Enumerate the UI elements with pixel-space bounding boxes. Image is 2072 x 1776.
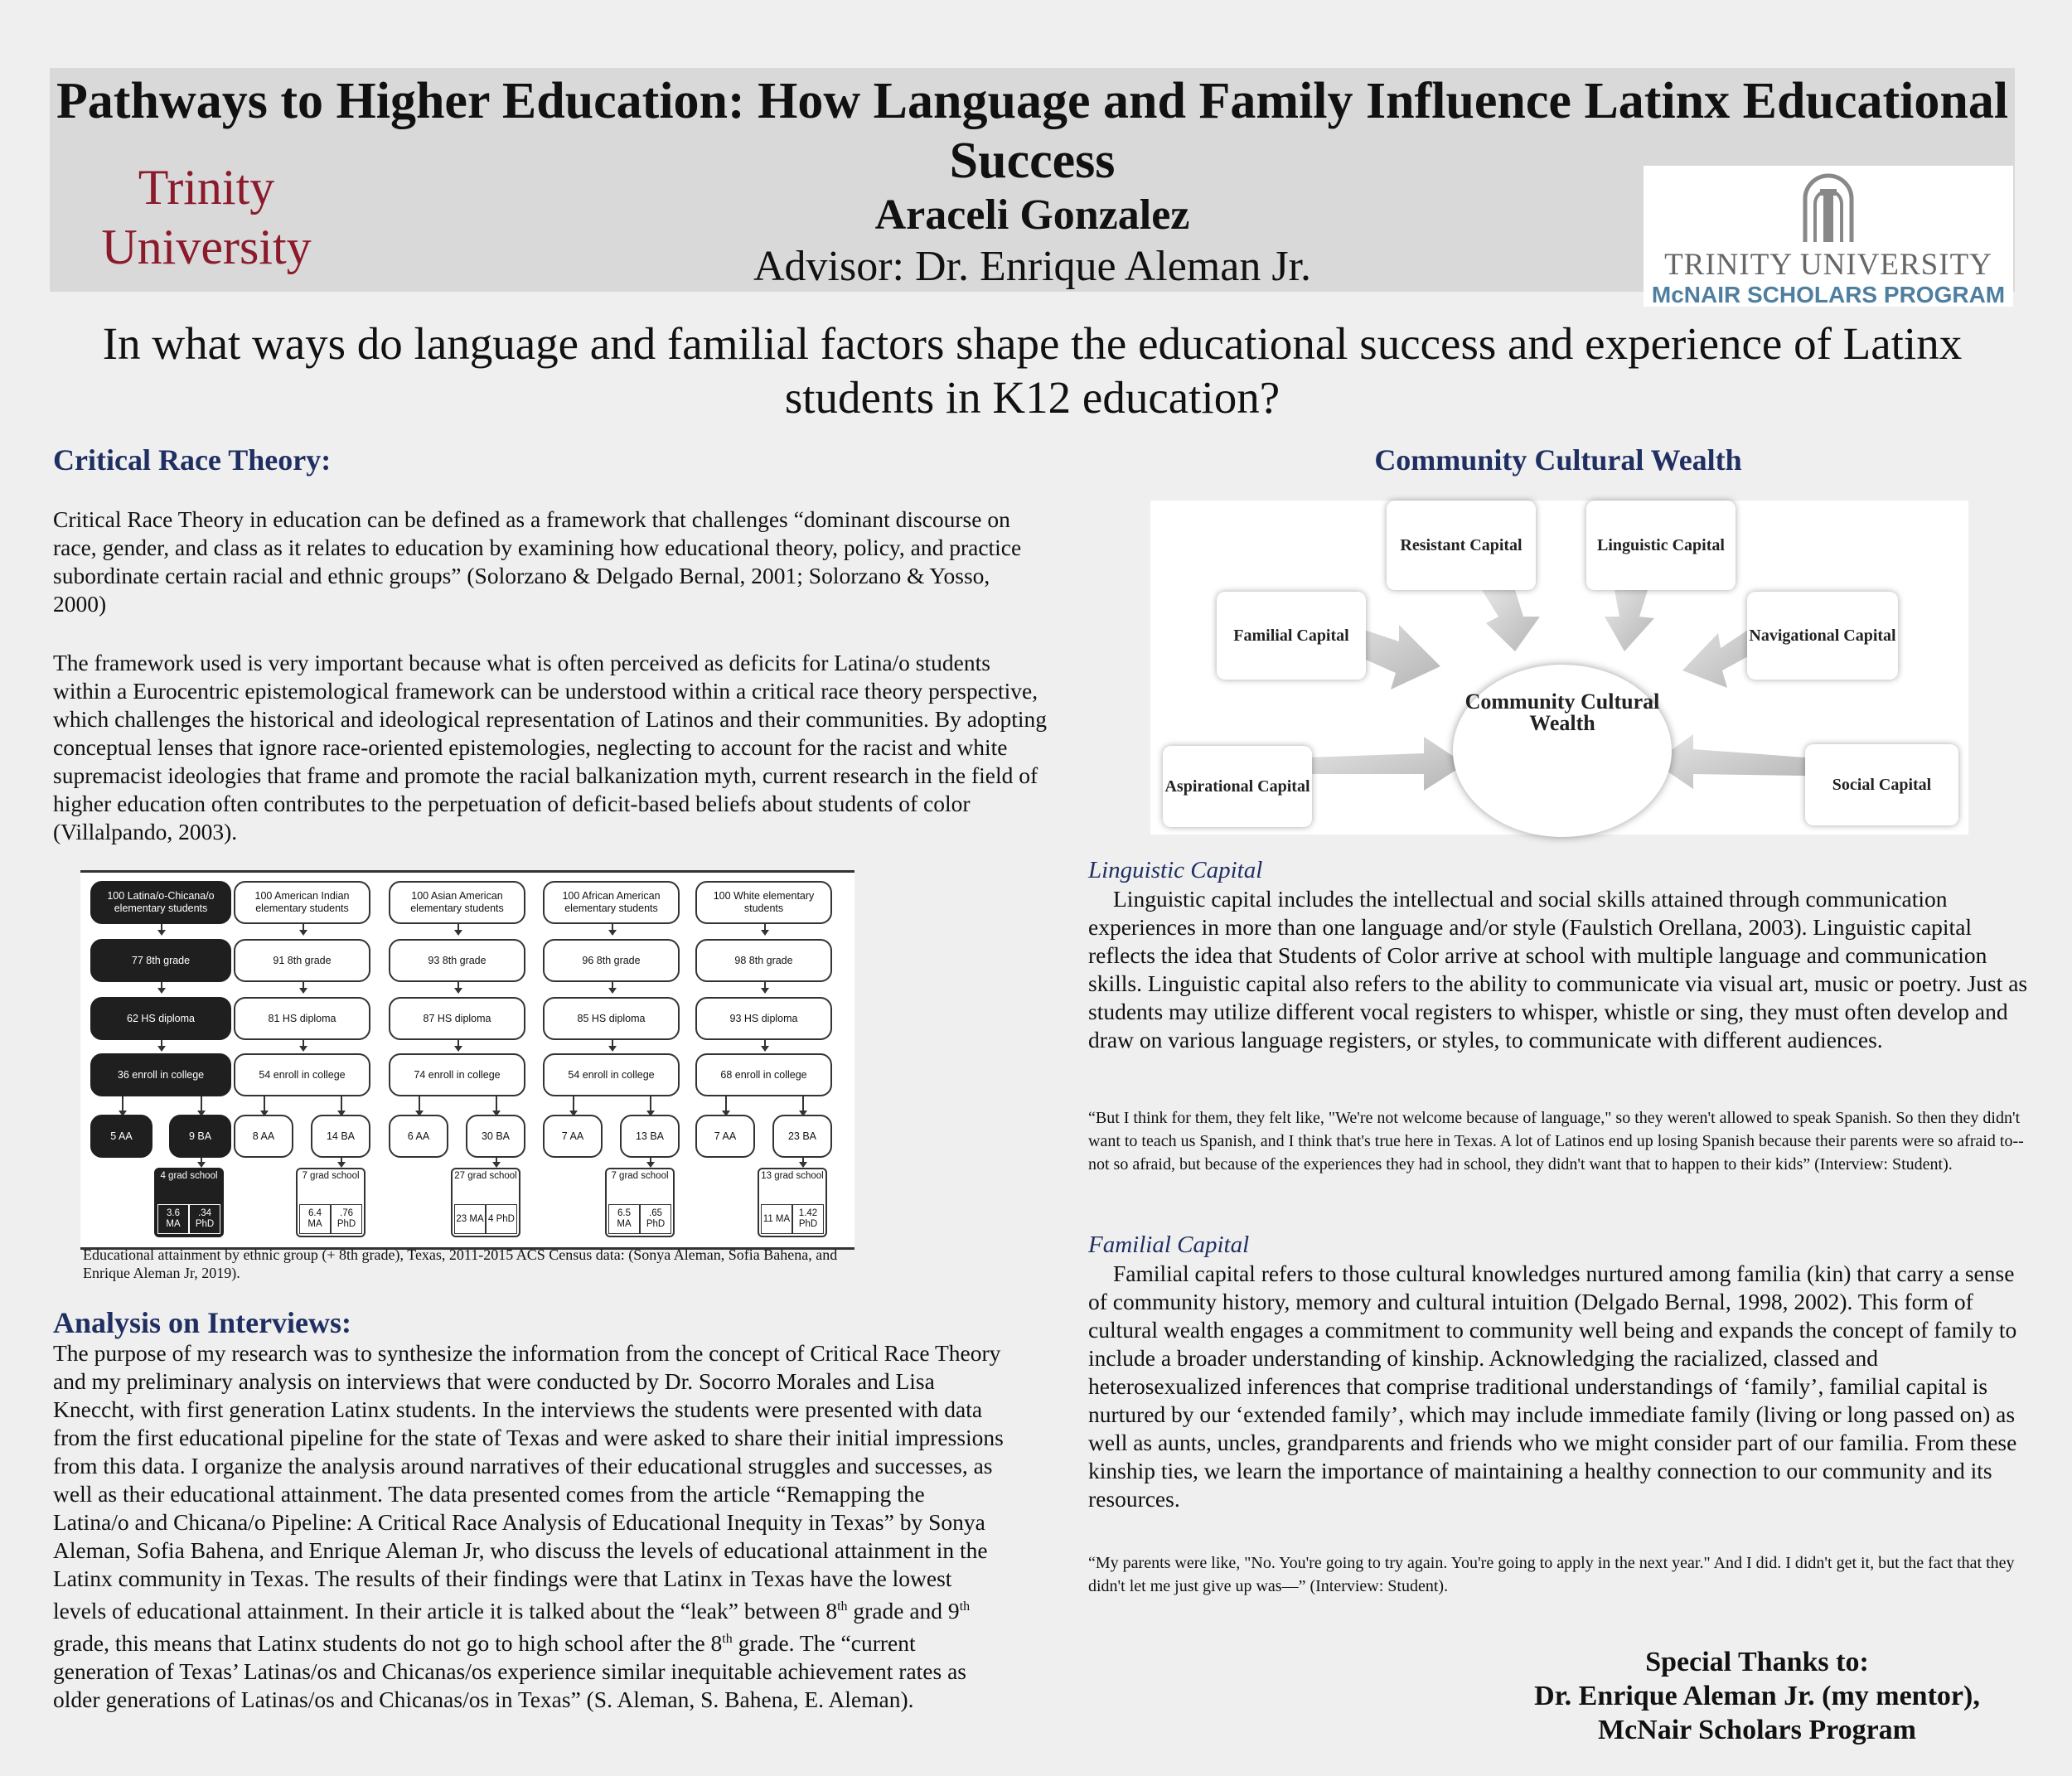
superscript-th: th — [722, 1632, 733, 1647]
crt-paragraph-1: Critical Race Theory in education can be defined as a framework that challenges “dominant discourse on race, gender, and class as it relates to education by examining how educational theory, policy, and practice subordinate certain racial and ethnic groups” (Solorzano & Delgado Bernal, 2001; Solorzano & Yosso, 2000) — [53, 506, 1022, 617]
pipeline-aa-box: 5 AA — [90, 1115, 152, 1158]
analysis-text-part-4: grade. The “current generation of Texas’ Latinas/os and Chicanas/os experience similar inequitable achievement rates as older generations of Latinas/os and Chicanas/os in Texas” (S. Aleman, S. Bahena, E. Aleman). — [53, 1630, 966, 1713]
familial-capital-box: Familial Capital — [1217, 592, 1366, 680]
pipeline-arrow — [496, 1096, 497, 1111]
superscript-th: th — [837, 1599, 848, 1614]
pipeline-arrow — [612, 924, 613, 931]
pipeline-phd-cell: .65 PhD — [640, 1204, 671, 1234]
pipeline-start-box: 100 American Indian elementary students — [234, 881, 370, 924]
pipeline-aa-box: 7 AA — [543, 1115, 603, 1158]
pipeline-8th-grade-box: 91 8th grade — [234, 939, 370, 982]
pipeline-hs-diploma-box: 85 HS diploma — [543, 997, 680, 1040]
pipeline-ma-cell: 23 MA — [454, 1204, 486, 1234]
pipeline-grad-school-box: 7 grad school — [296, 1168, 366, 1237]
pipeline-arrow — [303, 924, 304, 931]
aspirational-capital-box: Aspirational Capital — [1163, 746, 1312, 827]
pipeline-arrow — [303, 982, 304, 989]
navigational-capital-box: Navigational Capital — [1747, 592, 1898, 680]
analysis-text-part-2: grade and 9 — [847, 1598, 960, 1624]
pipeline-8th-grade-box: 96 8th grade — [543, 939, 680, 982]
pipeline-arrow — [341, 1158, 342, 1163]
pipeline-arrow — [650, 1096, 651, 1111]
pipeline-arrow — [264, 1096, 265, 1111]
pipeline-arrow — [573, 1096, 574, 1111]
pipeline-arrow — [201, 1158, 202, 1163]
pipeline-arrow — [802, 1158, 804, 1163]
thanks-line-1: Special Thanks to: — [1645, 1647, 1869, 1677]
pipeline-arrow — [303, 1040, 304, 1047]
pipeline-grad-school-box: 4 grad school — [154, 1168, 224, 1237]
logo-program-text: McNAIR SCHOLARS PROGRAM — [1651, 282, 2006, 307]
ccw-heading: Community Cultural Wealth — [1374, 443, 1742, 477]
superscript-th: th — [959, 1599, 971, 1614]
arrow-linguistic-icon — [1605, 590, 1654, 651]
pipeline-college-box: 74 enroll in college — [389, 1053, 525, 1096]
pipeline-hs-diploma-box: 93 HS diploma — [695, 997, 832, 1040]
pipeline-aa-box: 8 AA — [234, 1115, 293, 1158]
pipeline-start-box: 100 Latina/o-Chicana/o elementary students — [90, 881, 231, 924]
pipeline-hs-diploma-box: 81 HS diploma — [234, 997, 370, 1040]
pipeline-phd-cell: 1.42 PhD — [792, 1204, 824, 1234]
tower-emblem-icon — [1797, 169, 1860, 245]
pipeline-phd-cell: .34 PhD — [189, 1204, 220, 1234]
pipeline-ma-cell: 6.5 MA — [608, 1204, 640, 1234]
pipeline-arrow — [650, 1158, 651, 1163]
pipeline-arrow — [341, 1096, 342, 1111]
arrow-resistant-icon — [1482, 590, 1540, 651]
linguistic-capital-paragraph: Linguistic capital includes the intellectual and social skills attained through communication experiences in more than one language and/or style (Faulstich Orellana, 2003). Linguistic capital reflects the idea that Students of Color arrive at school with multiple language and communication skills. Linguistic capital also refers to the ability to communicate via visual art, music or poetry. Just as students may utilize different vocal registers to whisper, whistle or sing, they must often develop and draw on various language registers, or styles, to communicate with different audiences. — [1088, 886, 2028, 1053]
pipeline-arrow — [612, 1040, 613, 1047]
pipeline-arrow — [496, 1158, 497, 1163]
familial-capital-paragraph: Familial capital refers to those cultural knowledges nurtured among familia (kin) that carry a sense of community history, memory and cultural intuition (Delgado Bernal, 1998, 2002). This form of cultural wealth engages a commitment to community well being and expands the concept of family to include a broader understanding of kinship. Acknowledging the racialized, classed and heterosexualized inferences that comprise traditional understandings of ‘family’, familial capital is nurtured by our ‘extended family’, which may include immediate family (living or long passed on) as well as aunts, uncles, grandparents and friends who we might consider part of our familia. From these kinship ties, we learn the importance of maintaining a healthy connection to our community and its resources. — [1088, 1261, 2017, 1512]
pipeline-caption: Educational attainment by ethnic group (+ 8th grade), Texas, 2011-2015 ACS Census data: (Sonya Aleman, Sofia Bahena, and Enrique Aleman Jr, 2019). — [83, 1246, 838, 1281]
social-capital-box: Social Capital — [1805, 744, 1958, 825]
pipeline-grad-school-box: 13 grad school — [758, 1168, 827, 1237]
analysis-text-part-1: The purpose of my research was to synthesize the information from the concept of Critical Race Theory and my preliminary analysis on interviews that were conducted by Dr. Socorro Morales and Lisa Kneccht, with first generation Latinx students. In the interviews the students were presented with data from the first educational pipeline for the state of Texas and were asked to share their initial impressions from this data. I organize the analysis around narratives of their educational struggles and successes, as well as their educational attainment. The data presented comes from the article “Remapping the Latina/o and Chicana/o Pipeline: A Critical Race Analysis of Educational Inequity in Texas” by Sonya Aleman, Sofia Bahena, and Enrique Aleman Jr, who discuss the levels of educational attainment in the Latinx community in Texas. The results of their findings were that Latinx in Texas have the lowest levels of educational attainment. In their article it is talked about the “leak” between 8 — [53, 1340, 1004, 1624]
pipeline-arrow — [161, 982, 162, 989]
crt-heading: Critical Race Theory: — [53, 443, 332, 477]
linguistic-capital-box: Linguistic Capital — [1586, 501, 1736, 590]
pipeline-arrow — [725, 1096, 727, 1111]
pipeline-college-box: 68 enroll in college — [695, 1053, 832, 1096]
pipeline-arrow — [612, 982, 613, 989]
pipeline-arrow — [457, 924, 459, 931]
advisor-name: Advisor: Dr. Enrique Aleman Jr. — [753, 243, 1312, 290]
special-thanks — [1517, 1645, 1997, 1747]
crt-paragraph-2: The framework used is very important because what is often perceived as deficits for Latina/o students within a Eurocentric epistemological framework can be understood within a critical race theory perspective, which challenges the historical and ideological representation of Latinos and their communities. By adopting conceptual lenses that ignore race-oriented epistemologies, neglecting to account for the racist and white supremacist ideologies that frame and promote the racial balkanization myth, current research in the field of higher education often contributes to the perpetuation of deficit-based beliefs about students of color (Villalpando, 2003). — [53, 650, 1047, 844]
pipeline-ba-box: 23 BA — [772, 1115, 832, 1158]
pipeline-ba-box: 14 BA — [311, 1115, 370, 1158]
pipeline-start-box: 100 White elementary students — [695, 881, 832, 924]
pipeline-ma-cell: 3.6 MA — [157, 1204, 189, 1234]
pipeline-ma-cell: 6.4 MA — [299, 1204, 331, 1234]
author-name: Araceli Gonzalez — [874, 191, 1190, 239]
pipeline-hs-diploma-box: 87 HS diploma — [389, 997, 525, 1040]
logo-university-text: TRINITY UNIVERSITY — [1664, 248, 1992, 282]
pipeline-college-box: 36 enroll in college — [90, 1053, 231, 1096]
trinity-university-wordmark: Trinity University — [101, 160, 312, 274]
pipeline-ba-box: 30 BA — [466, 1115, 525, 1158]
research-question: In what ways do language and familial factors shape the educational success and experience of Latinx students in K12 education? — [102, 318, 1963, 423]
pipeline-arrow — [802, 1096, 804, 1111]
familial-capital-quote: “My parents were like, "No. You're going to try again. You're going to apply in the next year." And I did. I didn't get it, but the fact that they didn't let me just give up was—” (Interview: Student). — [1088, 1554, 2015, 1595]
pipeline-ba-box: 9 BA — [169, 1115, 231, 1158]
pipeline-aa-box: 6 AA — [389, 1115, 448, 1158]
pipeline-phd-cell: 4 PhD — [486, 1204, 517, 1234]
pipeline-grad-school-box: 7 grad school — [605, 1168, 675, 1237]
linguistic-capital-quote: “But I think for them, they felt like, "We're not welcome because of language," so they weren't allowed to speak Spanish. So then they didn't want to teach us Spanish, and I think that's true here in Texas. A lot of Latinos end up losing Spanish because their parents were so afraid to-- not so afraid, but because of the experiences they had in school, they didn't want that to happen to their kids” (Interview: Student). — [1088, 1109, 2024, 1174]
pipeline-8th-grade-box: 93 8th grade — [389, 939, 525, 982]
thanks-line-2: Dr. Enrique Aleman Jr. (my mentor), — [1534, 1681, 1980, 1711]
analysis-heading: Analysis on Interviews: — [53, 1306, 352, 1339]
pipeline-8th-grade-box: 77 8th grade — [90, 939, 231, 982]
pipeline-aa-box: 7 AA — [695, 1115, 755, 1158]
pipeline-start-box: 100 African American elementary students — [543, 881, 680, 924]
pipeline-ba-box: 13 BA — [620, 1115, 680, 1158]
arrow-aspirational-icon — [1308, 737, 1465, 791]
pipeline-arrow — [764, 1040, 766, 1047]
pipeline-arrow — [161, 924, 162, 931]
pipeline-arrow — [764, 924, 766, 931]
pipeline-phd-cell: .76 PhD — [331, 1204, 362, 1234]
mcnair-logo — [1644, 166, 2013, 307]
pipeline-8th-grade-box: 98 8th grade — [695, 939, 832, 982]
pipeline-arrow — [161, 1040, 162, 1047]
thanks-line-3: McNair Scholars Program — [1598, 1715, 1916, 1745]
poster-title: Pathways to Higher Education: How Language and Family Influence Latinx Educational Success — [56, 73, 2009, 189]
pipeline-arrow — [122, 1096, 123, 1111]
pipeline-arrow — [457, 1040, 459, 1047]
pipeline-arrow — [419, 1096, 420, 1111]
ccw-diagram — [1150, 501, 1968, 835]
analysis-text-part-3: grade, this means that Latinx students do not go to high school after the 8 — [53, 1630, 723, 1657]
pipeline-start-box: 100 Asian American elementary students — [389, 881, 525, 924]
pipeline-college-box: 54 enroll in college — [543, 1053, 680, 1096]
pipeline-arrow — [457, 982, 459, 989]
linguistic-capital-heading: Linguistic Capital — [1088, 857, 1263, 883]
community-cultural-wealth-center: Community Cultural Wealth — [1453, 665, 1672, 837]
arrow-social-icon — [1654, 734, 1805, 789]
analysis-paragraph — [53, 1339, 1006, 1714]
pipeline-arrow — [201, 1096, 202, 1111]
resistant-capital-box: Resistant Capital — [1387, 501, 1536, 590]
pipeline-figure — [80, 870, 854, 1250]
pipeline-college-box: 54 enroll in college — [234, 1053, 370, 1096]
pipeline-arrow — [764, 982, 766, 989]
familial-capital-heading: Familial Capital — [1088, 1232, 1250, 1258]
pipeline-hs-diploma-box: 62 HS diploma — [90, 997, 231, 1040]
pipeline-ma-cell: 11 MA — [761, 1204, 792, 1234]
pipeline-grad-school-box: 27 grad school — [451, 1168, 520, 1237]
